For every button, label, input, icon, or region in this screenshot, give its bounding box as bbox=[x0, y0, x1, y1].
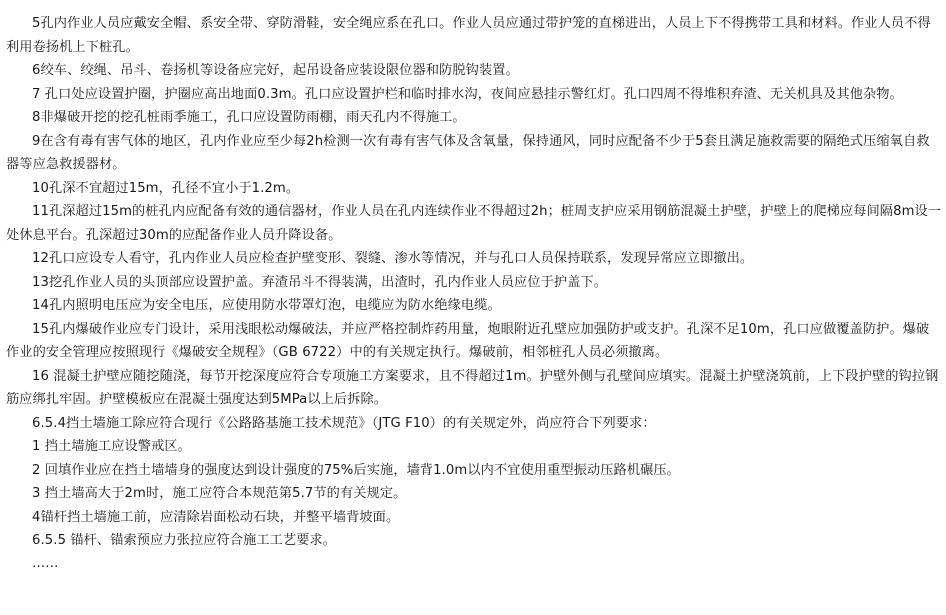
paragraph-item-13: 13挖孔作业人员的头顶部应设置护盖。弃渣吊斗不得装满，出渣时，孔内作业人员应位于护盖下。 bbox=[32, 274, 608, 290]
paragraph-item-1: 1 挡土墙施工应设警戒区。 bbox=[32, 439, 191, 454]
paragraph-item-15: 15孔内爆破作业应专门设计，采用浅眼松动爆破法，并应严格控制炸药用量，炮眼附近孔壁应加强防护或支护。孔深不足10m，孔口应做覆盖防护。爆破作业的安全管理应按照现行《爆破安全规程》（GB 6722）中的有关规定执行。爆破前，相邻桩孔人员必须撤离。 bbox=[6, 321, 930, 360]
section-heading-6-5-5: 6.5.5 锚杆、锚索预应力张拉应符合施工工艺要求。 bbox=[32, 533, 337, 548]
paragraph-item-12: 12孔口应设专人看守，孔内作业人员应检查护壁变形、裂缝、渗水等情况，并与孔口人员保持联系，发现异常应立即撤出。 bbox=[32, 251, 754, 266]
ellipsis: …… bbox=[32, 555, 59, 571]
paragraph-item-5: 5孔内作业人员应戴安全帽、系安全带、穿防滑鞋，安全绳应系在孔口。作业人员应通过带护笼的直梯进出，人员上下不得携带工具和材料。作业人员不得利用卷扬机上下桩孔。 bbox=[6, 16, 931, 55]
paragraph-item-11: 11孔深超过15m的桩孔内应配备有效的通信器材，作业人员在孔内连续作业不得超过2h；桩周支护应采用钢筋混凝土护壁，护壁上的爬梯应每间隔8m设一处休息平台。孔深超过30m的应配备作业人员升降设备。 bbox=[6, 204, 942, 243]
paragraph-item-16: 16 混凝土护壁应随挖随浇，每节开挖深度应符合专项施工方案要求，且不得超过1m。护壁外侧与孔壁间应填实。混凝土护壁浇筑前，上下段护壁的钩拉钢筋应绑扎牢固。护壁模板应在混凝土强度达到5MPa以上后拆除。 bbox=[6, 368, 939, 407]
paragraph-item-14: 14孔内照明电压应为安全电压，应使用防水带罩灯泡，电缆应为防水绝缘电缆。 bbox=[32, 298, 501, 313]
paragraph-item-8: 8非爆破开挖的挖孔桩雨季施工，孔口应设置防雨棚，雨天孔内不得施工。 bbox=[32, 110, 466, 125]
paragraph-item-9: 9在含有毒有害气体的地区，孔内作业应至少每2h检测一次有毒有害气体及含氧量，保持通风，同时应配备不少于5套且满足施救需要的隔绝式压缩氧自救器等应急救援器材。 bbox=[6, 133, 930, 172]
paragraph-item-4: 4锚杆挡土墙施工前，应清除岩面松动石块，并整平墙背坡面。 bbox=[32, 509, 400, 525]
paragraph-item-7: 7 孔口处应设置护圈，护圈应高出地面0.3m。孔口应设置护栏和临时排水沟，夜间应悬挂示警红灯。孔口四周不得堆积弃渣、无关机具及其他杂物。 bbox=[32, 86, 903, 102]
paragraph-item-6: 6绞车、绞绳、吊斗、卷扬机等设备应完好，起吊设备应装设限位器和防脱钩装置。 bbox=[32, 63, 519, 78]
paragraph-item-2: 2 回填作业应在挡土墙墙身的强度达到设计强度的75%后实施，墙背1.0m以内不宜使用重型振动压路机碾压。 bbox=[32, 462, 680, 478]
paragraph-item-10: 10孔深不宜超过15m，孔径不宜小于1.2m。 bbox=[32, 180, 300, 196]
section-heading-6-5-4: 6.5.4挡土墙施工除应符合现行《公路路基施工技术规范》（JTG F10）的有关规定外，尚应符合下列要求： bbox=[32, 415, 656, 431]
paragraph-item-3: 3 挡土墙高大于2m时，施工应符合本规范第5.7节的有关规定。 bbox=[32, 486, 407, 501]
